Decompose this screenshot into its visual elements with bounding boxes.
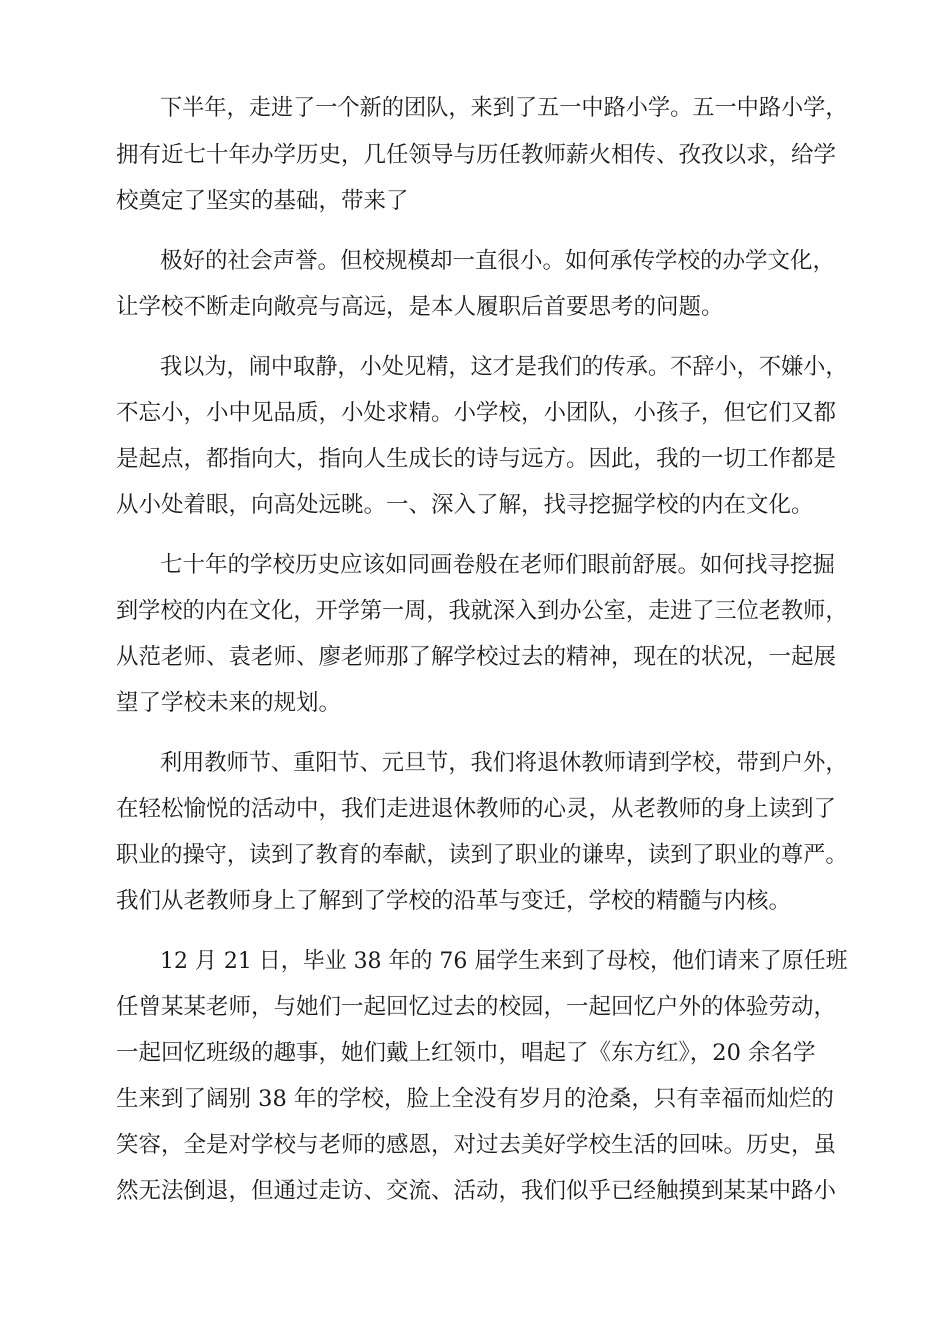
paragraph-1-line-1: 下半年，走进了一个新的团队，来到了五一中路小学。五一中路小学， <box>160 95 848 121</box>
paragraph-2-line-2: 让学校不断走向敞亮与高远，是本人履职后首要思考的问题。 <box>116 294 724 320</box>
paragraph-4-line-2: 到学校的内在文化，开学第一周，我就深入到办公室，走进了三位老教师， <box>116 598 848 624</box>
paragraph-5-line-1: 利用教师节、重阳节、元旦节，我们将退休教师请到学校，带到户外， <box>160 750 848 776</box>
paragraph-5-line-4: 我们从老教师身上了解到了学校的沿革与变迁，学校的精髓与内核。 <box>116 888 792 914</box>
paragraph-5-line-3: 职业的操守，读到了教育的奉献，读到了职业的谦卑，读到了职业的尊严。 <box>116 842 848 868</box>
paragraph-6-line-3: 一起回忆班级的趣事，她们戴上红领巾，唱起了《东方红》，20 余名学 <box>116 1040 816 1066</box>
paragraph-5-line-2: 在轻松愉悦的活动中，我们走进退休教师的心灵，从老教师的身上读到了 <box>116 796 837 822</box>
paragraph-6-line-2: 任曾某某老师，与她们一起回忆过去的校园，一起回忆户外的体验劳动， <box>116 994 837 1020</box>
paragraph-1-line-2: 拥有近七十年办学历史，几任领导与历任教师薪火相传、孜孜以求，给学 <box>116 142 837 168</box>
paragraph-4-line-1: 七十年的学校历史应该如同画卷般在老师们眼前舒展。如何找寻挖掘 <box>160 552 836 578</box>
paragraph-6-line-5: 笑容，全是对学校与老师的感恩，对过去美好学校生活的回味。历史，虽 <box>116 1132 837 1158</box>
paragraph-6-line-4: 生来到了阔别 38 年的学校，脸上全没有岁月的沧桑，只有幸福而灿烂的 <box>116 1086 834 1112</box>
paragraph-3-line-2: 不忘小，小中见品质，小处求精。小学校，小团队，小孩子，但它们又都 <box>116 400 837 426</box>
paragraph-6-line-1: 12 月 21 日，毕业 38 年的 76 届学生来到了母校，他们请来了原任班 <box>160 948 848 974</box>
paragraph-2-line-1: 极好的社会声誉。但校规模却一直很小。如何承传学校的办学文化， <box>160 248 836 274</box>
paragraph-1-line-3: 校奠定了坚实的基础，带来了 <box>116 188 409 214</box>
paragraph-4-line-3: 从范老师、袁老师、廖老师那了解学校过去的精神，现在的状况，一起展 <box>116 644 837 670</box>
paragraph-4-line-4: 望了学校未来的规划。 <box>116 690 342 716</box>
paragraph-3-line-3: 是起点，都指向大，指向人生成长的诗与远方。因此，我的一切工作都是 <box>116 446 837 472</box>
paragraph-3-line-1: 我以为，闹中取静，小处见精，这才是我们的传承。不辞小，不嫌小， <box>160 354 848 380</box>
paragraph-3-line-4: 从小处着眼，向高处远眺。一、深入了解，找寻挖掘学校的内在文化。 <box>116 492 814 518</box>
paragraph-6-line-6: 然无法倒退，但通过走访、交流、活动，我们似乎已经触摸到某某中路小 <box>116 1178 837 1204</box>
